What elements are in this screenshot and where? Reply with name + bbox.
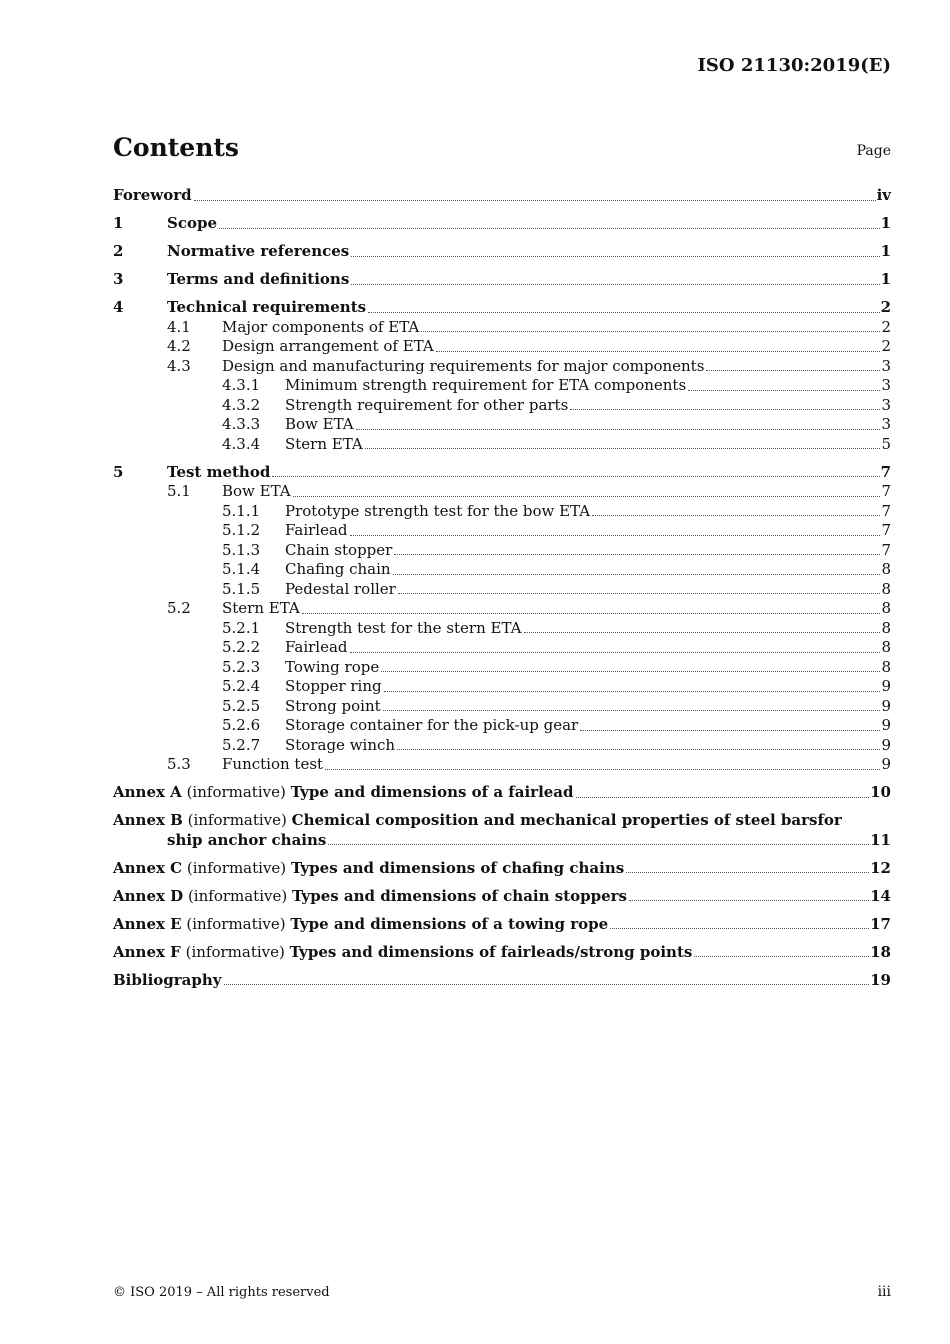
annex-type: (informative) xyxy=(187,886,288,905)
toc-title: Stern ETA xyxy=(285,434,363,453)
toc-number: 5.2 xyxy=(167,599,191,617)
toc-title: Towing rope xyxy=(285,657,380,676)
toc-title: Test method xyxy=(167,462,271,481)
annex-type: (informative) xyxy=(186,858,287,877)
dot-leader xyxy=(351,256,879,257)
toc-page: 9 xyxy=(881,755,891,773)
dot-leader xyxy=(381,671,880,672)
toc-page: 3 xyxy=(881,415,891,433)
toc-page: 8 xyxy=(881,657,891,676)
toc-title: Foreword xyxy=(113,186,192,204)
dot-leader xyxy=(194,200,876,201)
toc-title: Pedestal roller xyxy=(285,579,396,598)
toc-entry-5-1-2[interactable] xyxy=(113,521,891,541)
toc-page: 18 xyxy=(870,942,891,961)
page-title: Contents xyxy=(113,133,240,162)
toc-entry-5-1-3[interactable] xyxy=(113,541,891,561)
annex-label: Annex C xyxy=(113,858,183,877)
dot-leader xyxy=(351,284,879,285)
toc-page: 12 xyxy=(870,858,891,877)
toc-entry-bibliography[interactable] xyxy=(113,971,891,991)
annex-label: Annex F xyxy=(113,942,181,961)
toc-page: 7 xyxy=(881,540,891,559)
toc-number: 4.3.1 xyxy=(222,376,261,394)
toc-entry-annex-e[interactable] xyxy=(113,915,891,935)
toc-entry-annex-b[interactable] xyxy=(113,811,891,850)
annex-type: (informative) xyxy=(186,783,286,801)
toc-entry-2[interactable] xyxy=(113,242,891,262)
dot-leader xyxy=(383,710,881,711)
toc-entry-5-3[interactable] xyxy=(113,755,891,775)
toc-page: 2 xyxy=(880,298,891,316)
toc-entry-5-2-3[interactable] xyxy=(113,658,891,678)
annex-type: (informative) xyxy=(187,811,287,829)
toc-number: 5.1.1 xyxy=(222,501,261,520)
toc-number: 2 xyxy=(113,242,124,260)
toc-number: 5.2.7 xyxy=(222,735,261,754)
annex-type: (informative) xyxy=(185,942,285,961)
toc-page: 8 xyxy=(881,599,891,617)
toc-page: 8 xyxy=(881,638,891,656)
annex-title: Type and dimensions of a towing rope xyxy=(290,914,609,933)
toc-page: 3 xyxy=(881,376,891,394)
dot-leader xyxy=(570,409,880,410)
toc-title: Normative references xyxy=(167,242,350,260)
toc-title: Bow ETA xyxy=(222,482,291,500)
toc-page: 8 xyxy=(881,618,891,637)
toc-number: 3 xyxy=(113,270,124,288)
toc-page: 1 xyxy=(880,270,891,288)
toc-number: 5 xyxy=(113,462,124,481)
toc-title: Stern ETA xyxy=(222,599,300,617)
toc-number: 5.1.4 xyxy=(222,560,261,578)
annex-title: Types and dimensions of chain stoppers xyxy=(292,886,628,905)
annex-label: Annex B xyxy=(113,811,183,829)
toc-page: 7 xyxy=(881,501,891,520)
toc-page: 5 xyxy=(881,434,891,453)
toc-page: 2 xyxy=(881,317,891,336)
dot-leader xyxy=(328,844,869,845)
toc-number: 5.2.3 xyxy=(222,657,261,676)
toc-entry-5-2-2[interactable] xyxy=(113,638,891,658)
toc-entry-5-1[interactable] xyxy=(113,482,891,502)
toc-page: 3 xyxy=(881,356,891,375)
dot-leader xyxy=(397,749,880,750)
toc-title: Technical requirements xyxy=(167,298,367,316)
toc-number: 5.3 xyxy=(167,755,191,773)
toc-entry-annex-d[interactable] xyxy=(113,887,891,907)
dot-leader xyxy=(365,448,881,449)
toc-number: 4.3.2 xyxy=(222,395,261,414)
dot-leader xyxy=(393,574,881,575)
toc-entry-4-3-1[interactable] xyxy=(113,376,891,396)
toc-title: Design arrangement of ETA xyxy=(222,337,434,355)
annex-label: Annex E xyxy=(113,914,182,933)
toc-number: 5.2.6 xyxy=(222,716,261,734)
toc-page: 9 xyxy=(881,696,891,715)
toc-page: 8 xyxy=(881,579,891,598)
toc-entry-annex-c[interactable] xyxy=(113,859,891,879)
toc-entry-4-3-2[interactable] xyxy=(113,396,891,416)
toc-title: Storage winch xyxy=(285,735,396,754)
dot-leader xyxy=(576,797,870,798)
toc-title: Minimum strength requirement for ETA components xyxy=(285,376,687,394)
toc-entry-annex-a[interactable] xyxy=(113,783,891,803)
dot-leader xyxy=(219,228,880,229)
toc-page: 7 xyxy=(881,521,891,539)
toc-title: Chain stopper xyxy=(285,540,393,559)
dot-leader xyxy=(350,535,881,536)
annex-title-line-2: ship anchor chains xyxy=(167,830,327,849)
dot-leader xyxy=(325,769,880,770)
toc-title: Design and manufacturing requirements for major components xyxy=(222,356,705,375)
document-id: ISO 21130:2019(E) xyxy=(697,55,891,76)
toc-entry-5-2-5[interactable] xyxy=(113,697,891,717)
toc-page: 17 xyxy=(870,914,891,933)
dot-leader xyxy=(394,554,880,555)
toc-title: Bow ETA xyxy=(285,415,354,433)
toc-title: Major components of ETA xyxy=(222,317,420,336)
toc-number: 5.2.2 xyxy=(222,638,261,656)
dot-leader xyxy=(384,691,881,692)
annex-label: Annex A xyxy=(113,783,182,801)
dot-leader xyxy=(350,652,881,653)
toc-title: Function test xyxy=(222,755,324,773)
dot-leader xyxy=(694,956,869,957)
toc-title: Prototype strength test for the bow ETA xyxy=(285,501,591,520)
toc-page: 14 xyxy=(870,886,891,905)
toc-number: 4.3.3 xyxy=(222,415,261,433)
dot-leader xyxy=(421,331,880,332)
dot-leader xyxy=(398,593,881,594)
annex-label: Annex D xyxy=(113,886,184,905)
toc-number: 4.3.4 xyxy=(222,434,261,453)
toc-number: 4 xyxy=(113,298,124,316)
toc-page: 3 xyxy=(881,395,891,414)
toc-entry-1[interactable] xyxy=(113,214,891,234)
toc-entry-3[interactable] xyxy=(113,270,891,290)
dot-leader xyxy=(688,390,880,391)
toc-title: Strong point xyxy=(285,696,381,715)
toc-title: Strength test for the stern ETA xyxy=(285,618,522,637)
toc-number: 5.2.4 xyxy=(222,677,261,695)
dot-leader xyxy=(302,613,881,614)
toc-number: 5.1.2 xyxy=(222,521,261,539)
toc-page: 9 xyxy=(881,716,891,734)
toc-entry-4-1[interactable] xyxy=(113,318,891,338)
toc-entry-foreword[interactable] xyxy=(113,186,891,206)
dot-leader xyxy=(610,928,869,929)
dot-leader xyxy=(436,351,881,352)
toc-entry-annex-f[interactable] xyxy=(113,943,891,963)
toc-title: Stopper ring xyxy=(285,677,382,695)
toc-entry-5[interactable] xyxy=(113,463,891,483)
toc-entry-4-3-4[interactable] xyxy=(113,435,891,455)
toc-entry-4-3[interactable] xyxy=(113,357,891,377)
toc-number: 4.2 xyxy=(167,337,191,355)
dot-leader xyxy=(272,476,879,477)
toc-title: Scope xyxy=(167,214,218,232)
toc-number: 5.1.3 xyxy=(222,540,261,559)
toc-entry-5-1-4[interactable] xyxy=(113,560,891,580)
toc-page: 7 xyxy=(880,462,891,481)
annex-title: Types and dimensions of fairleads/strong points xyxy=(289,942,693,961)
toc-entry-5-2-6[interactable] xyxy=(113,716,891,736)
toc-entry-4-2[interactable] xyxy=(113,337,891,357)
toc-number: 5.1 xyxy=(167,482,191,500)
toc-page: iv xyxy=(876,186,891,204)
dot-leader xyxy=(592,515,880,516)
toc-number: 1 xyxy=(113,214,124,232)
toc-title: Fairlead xyxy=(285,521,348,539)
toc-number: 4.1 xyxy=(167,317,191,336)
dot-leader xyxy=(580,730,880,731)
toc-entry-5-2-1[interactable] xyxy=(113,619,891,639)
toc-entry-5-1-5[interactable] xyxy=(113,580,891,600)
copyright-notice: © ISO 2019 – All rights reserved xyxy=(113,1285,330,1300)
toc-entry-5-1-1[interactable] xyxy=(113,502,891,522)
dot-leader xyxy=(706,370,880,371)
dot-leader xyxy=(629,900,869,901)
toc-title: Bibliography xyxy=(113,970,222,989)
annex-title: Type and dimensions of a fairlead xyxy=(290,783,574,801)
annex-title: Types and dimensions of chafing chains xyxy=(290,858,625,877)
annex-type: (informative) xyxy=(186,914,286,933)
toc-number: 5.1.5 xyxy=(222,579,261,598)
toc-entry-4[interactable] xyxy=(113,298,891,318)
toc-page: 7 xyxy=(881,482,891,500)
toc-number: 4.3 xyxy=(167,356,191,375)
toc-page: 1 xyxy=(880,242,891,260)
toc-title: Chafing chain xyxy=(285,560,391,578)
dot-leader xyxy=(524,632,881,633)
toc-page: 2 xyxy=(881,337,891,355)
dot-leader xyxy=(293,496,881,497)
toc-entry-5-2-7[interactable] xyxy=(113,736,891,756)
table-of-contents xyxy=(113,186,891,990)
dot-leader xyxy=(356,429,881,430)
toc-title: Storage container for the pick-up gear xyxy=(285,716,579,734)
toc-title: Terms and definitions xyxy=(167,270,350,288)
dot-leader xyxy=(224,984,870,985)
toc-entry-4-3-3[interactable] xyxy=(113,415,891,435)
annex-title-line-1: Chemical composition and mechanical properties of steel barsfor xyxy=(291,811,842,829)
toc-title: Strength requirement for other parts xyxy=(285,395,569,414)
toc-title: Fairlead xyxy=(285,638,348,656)
page-column-label: Page xyxy=(856,143,891,159)
toc-page: 9 xyxy=(881,677,891,695)
toc-page: 8 xyxy=(881,560,891,578)
toc-page: 1 xyxy=(880,214,891,232)
toc-page: 9 xyxy=(881,735,891,754)
toc-page: 10 xyxy=(870,783,891,801)
toc-page: 11 xyxy=(870,830,891,849)
toc-page: 19 xyxy=(870,970,891,989)
toc-entry-5-2-4[interactable] xyxy=(113,677,891,697)
toc-number: 5.2.5 xyxy=(222,696,261,715)
dot-leader xyxy=(368,312,879,313)
toc-entry-5-2[interactable] xyxy=(113,599,891,619)
dot-leader xyxy=(626,872,869,873)
page-number: iii xyxy=(877,1284,891,1300)
toc-number: 5.2.1 xyxy=(222,618,261,637)
